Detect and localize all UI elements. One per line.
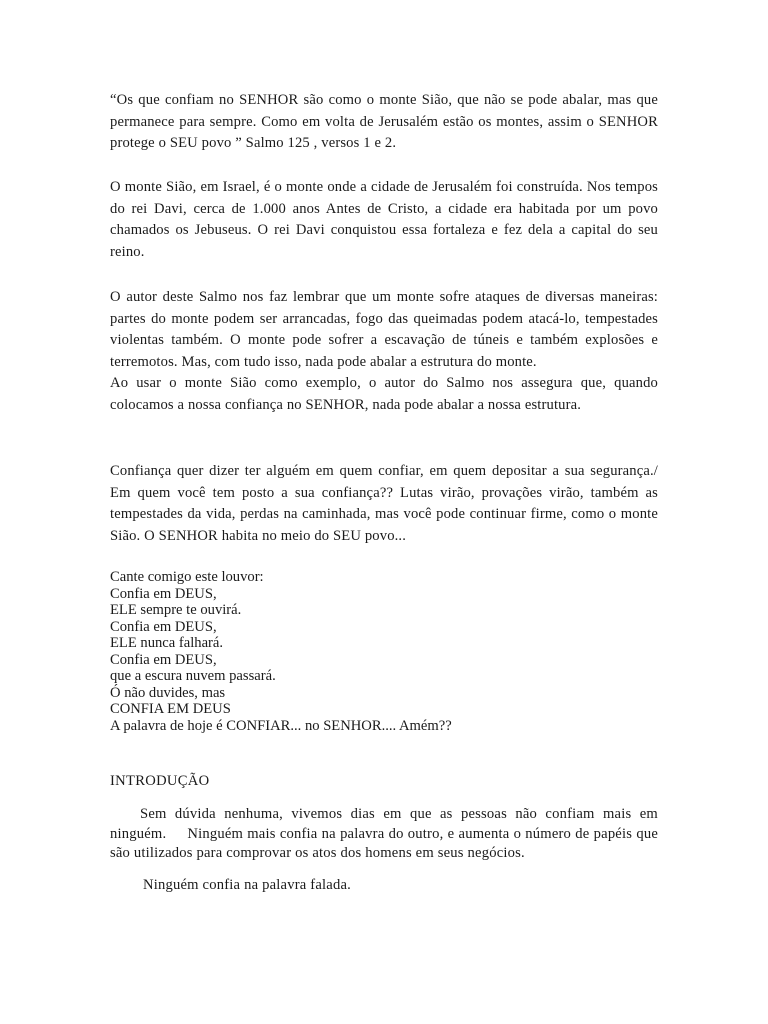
poem-line: Confia em DEUS, bbox=[110, 585, 217, 602]
poem-line: que a escura nuvem passará. bbox=[110, 668, 276, 684]
intro-paragraph: Sem dúvida nenhuma, vivemos dias em que as pessoas não confiam mais em ninguém. Ninguém mais confia na palavra do outro, e aumenta o número de papéis que são utilizados para comprovar os atos dos homens em seus negócios. bbox=[110, 806, 662, 861]
poem-line: CONFIA EM DEUS bbox=[110, 701, 231, 717]
poem-line: Confia em DEUS, bbox=[110, 618, 217, 635]
poem-line: A palavra de hoje é CONFIAR... no SENHOR.... Amém?? bbox=[110, 717, 452, 734]
hymn-lyrics bbox=[110, 569, 658, 734]
psalm-quote-paragraph: “Os que confiam no SENHOR são como o monte Sião, que não se pode abalar, mas que permanece para sempre. Como em volta de Jerusalém estão os montes, assim o SENHOR protege o SEU povo ” Salmo 125 , versos 1 e 2. bbox=[110, 92, 658, 152]
poem-line: ELE nunca falhará. bbox=[110, 635, 224, 651]
trust-paragraph: Confiança quer dizer ter alguém em quem confiar, em quem depositar a sua segurança./ Em quem você tem posto a sua confiança?? Lutas virão, provações virão, também as tempestades da vida, perdas na caminhada, mas você pode continuar firme, como o monte Sião. O SENHOR habita no meio do SEU povo... bbox=[110, 463, 658, 544]
attacks-paragraph: O autor deste Salmo nos faz lembrar que um monte sofre ataques de diversas maneiras: partes do monte podem ser arrancadas, fogo das queimadas podem atacá-lo, tempestades violentas também. O monte pode sofrer a escavação de túneis e também explosões e terremotos. Mas, com tudo isso, nada pode abalar a estrutura do monte. bbox=[110, 289, 658, 370]
psalm-author-section bbox=[110, 287, 658, 417]
mount-zion-paragraph: O monte Sião, em Israel, é o monte onde a cidade de Jerusalém foi construída. Nos tempos do rei Davi, cerca de 1.000 anos Antes de Cristo, a cidade era habitada por um povo chamados os Jebuseus. O rei Davi conquistou essa fortaleza e fez dela a capital do seu reino. bbox=[110, 179, 658, 260]
intro-closing-line: Ninguém confia na palavra falada. bbox=[143, 877, 351, 893]
section-heading: INTRODUÇÃO bbox=[110, 773, 210, 789]
poem-line: Confia em DEUS, bbox=[110, 651, 217, 668]
poem-line: ELE sempre te ouvirá. bbox=[110, 602, 242, 618]
poem-line: Cante comigo este louvor: bbox=[110, 569, 264, 585]
poem-line: Ó não duvides, mas bbox=[110, 684, 226, 701]
example-paragraph: Ao usar o monte Sião como exemplo, o autor do Salmo nos assegura que, quando colocamos a nossa confiança no SENHOR, nada pode abalar a nossa estrutura. bbox=[110, 375, 658, 413]
